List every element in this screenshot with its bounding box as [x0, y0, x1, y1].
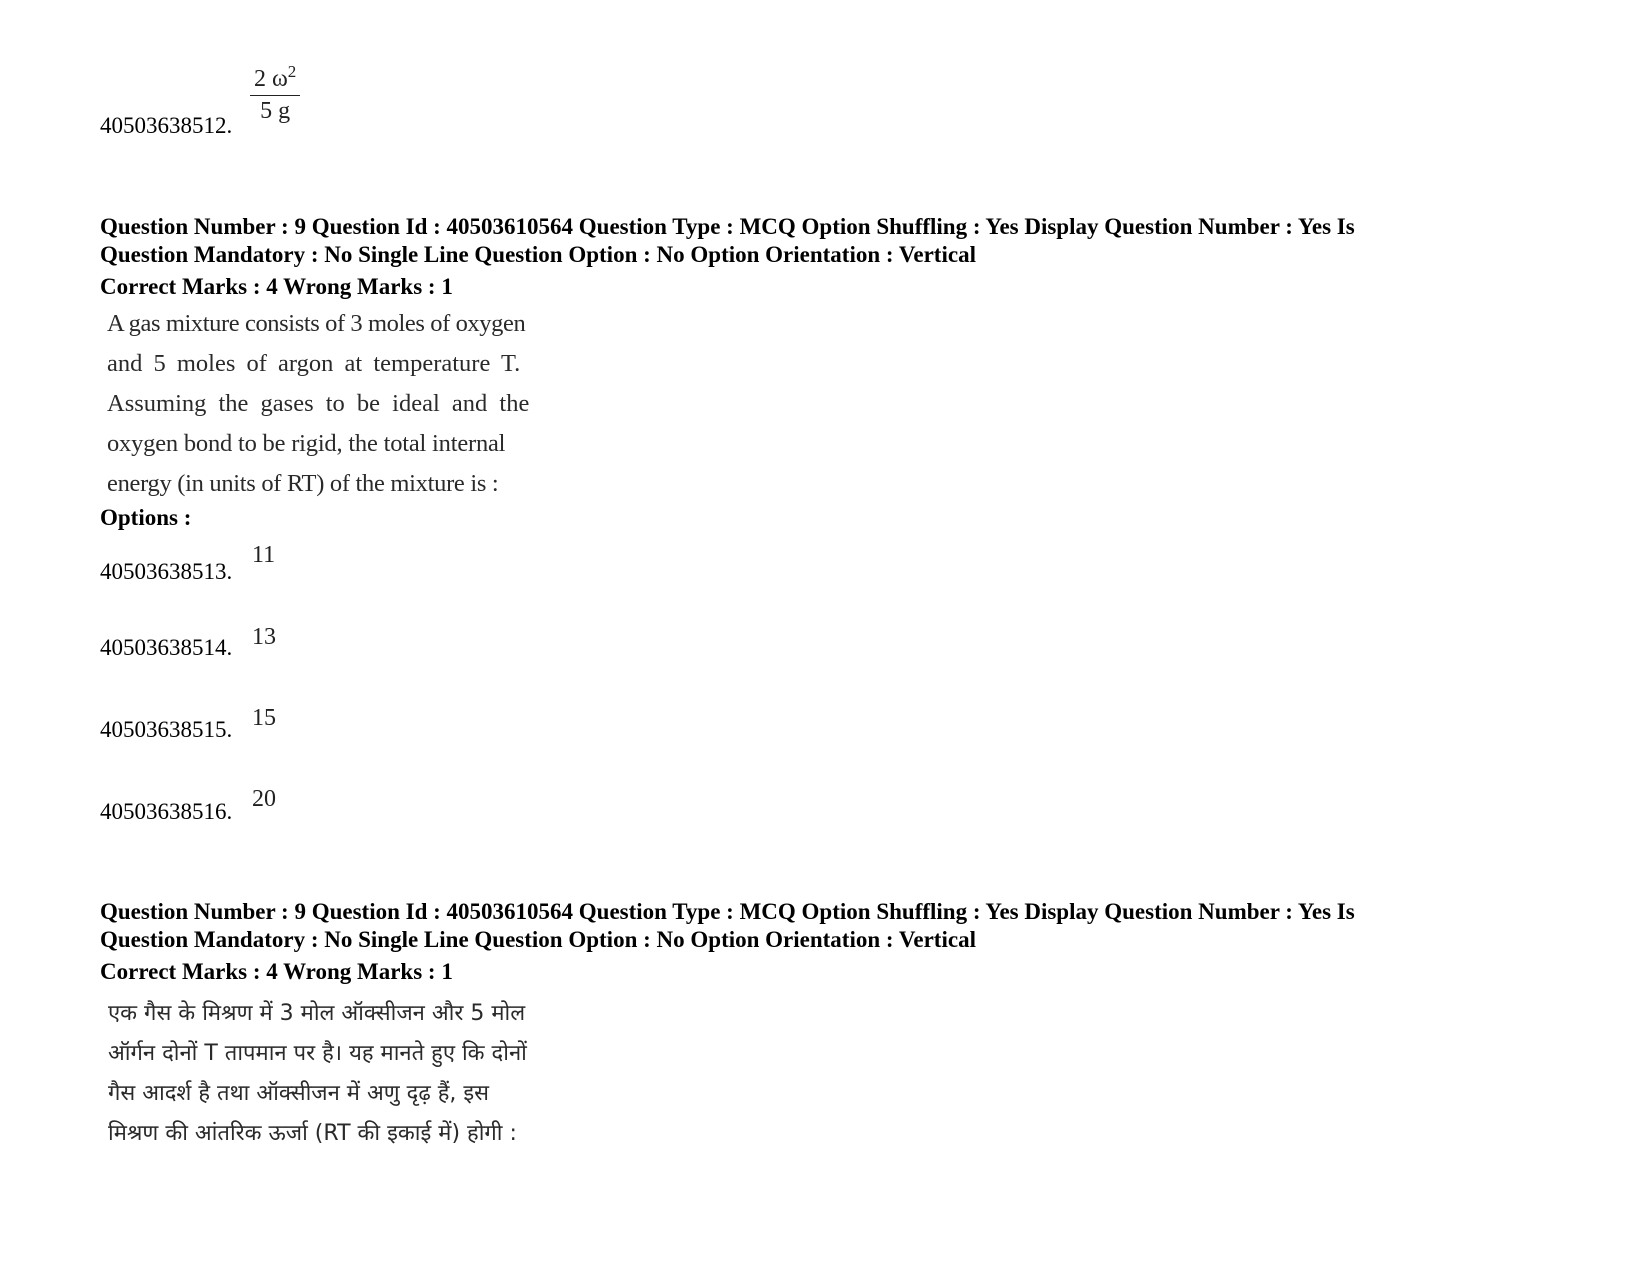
question-text-line: मिश्रण की आंतरिक ऊर्जा (RT की इकाई में) होगी : [108, 1121, 517, 1146]
option-value: 15 [252, 705, 276, 731]
option-id: 40503638516. [100, 799, 233, 824]
question-text-hindi [108, 994, 628, 1154]
option-id: 40503638514. [100, 635, 233, 660]
question-text-line: and 5 moles of argon at temperature T. [107, 350, 521, 377]
fraction-numerator: 2 $\omega^2$ [250, 62, 300, 96]
fraction-denominator: 5 g [260, 98, 291, 124]
question-marks: Correct Marks : 4 Wrong Marks : 1 [100, 959, 453, 984]
question-meta [100, 898, 1560, 954]
option-value: 11 [252, 542, 276, 568]
question-text-line: oxygen bond to be rigid, the total internal [107, 430, 506, 457]
option-fraction [250, 62, 300, 125]
option-value: 20 [252, 786, 276, 812]
question-meta-line: Question Number : 9 Question Id : 40503610564 Question Type : MCQ Option Shuffling : Yes Display Question Number : Yes Is [100, 899, 1355, 924]
question-meta-line: Question Number : 9 Question Id : 40503610564 Question Type : MCQ Option Shuffling : Yes Display Question Number : Yes Is [100, 214, 1355, 239]
question-text [107, 304, 627, 504]
question-text-line: एक गैस के मिश्रण में 3 मोल ऑक्सीजन और 5 मोल [108, 1001, 526, 1026]
options-label: Options : [100, 505, 192, 530]
question-marks: Correct Marks : 4 Wrong Marks : 1 [100, 274, 453, 299]
question-meta [100, 213, 1560, 269]
question-meta-line: Question Mandatory : No Single Line Question Option : No Option Orientation : Vertical [100, 242, 976, 267]
question-meta-line: Question Mandatory : No Single Line Question Option : No Option Orientation : Vertical [100, 927, 976, 952]
question-text-line: गैस आदर्श है तथा ऑक्सीजन में अणु दृढ़ हैं, इस [108, 1081, 490, 1106]
question-text-line: energy (in units of RT) of the mixture is : [107, 470, 499, 497]
question-text-line: A gas mixture consists of 3 moles of oxygen [107, 310, 526, 337]
option-id: 40503638515. [100, 717, 233, 742]
option-value: 13 [252, 624, 276, 650]
option-id: 40503638512. [100, 113, 233, 138]
option-id: 40503638513. [100, 559, 233, 584]
question-text-line: Assuming the gases to be ideal and the [107, 390, 530, 417]
question-text-line: ऑर्गन दोनों T तापमान पर है। यह मानते हुए कि दोनों [108, 1041, 527, 1066]
